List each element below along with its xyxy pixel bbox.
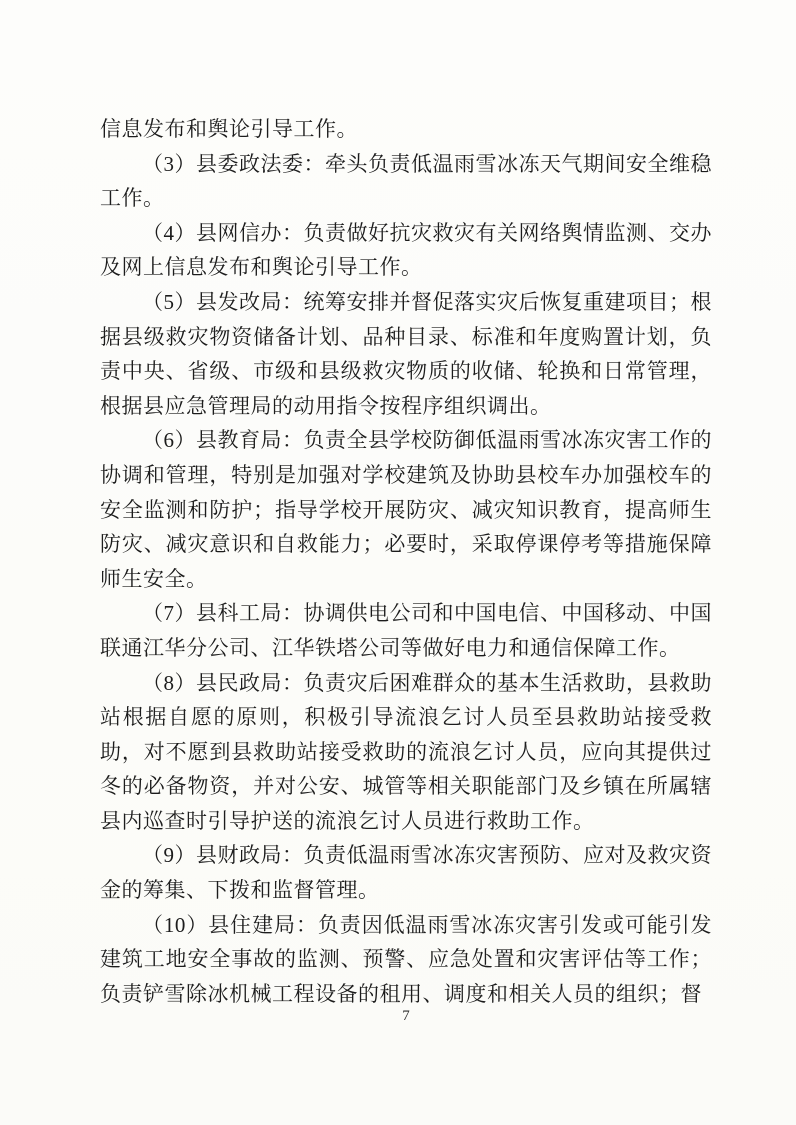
document-body	[100, 112, 712, 1011]
paragraph: （5）县发改局：统筹安排并督促落实灾后恢复重建项目；根据县级救灾物资储备计划、品种目录、标准和年度购置计划，负责中央、省级、市级和县级救灾物质的收储、轮换和日常管理，根据县应急管理局的动用指令按程序组织调出。	[100, 289, 712, 418]
paragraph: （10）县住建局：负责因低温雨雪冰冻灾害引发或可能引发建筑工地安全事故的监测、预警、应急处置和灾害评估等工作；负责铲雪除冰机械工程设备的租用、调度和相关人员的组织；督	[100, 912, 712, 1006]
paragraph: （4）县网信办：负责做好抗灾救灾有关网络舆情监测、交办及网上信息发布和舆论引导工作。	[100, 220, 712, 280]
paragraph: （3）县委政法委：牵头负责低温雨雪冰冻天气期间安全维稳工作。	[100, 151, 712, 211]
paragraph: 信息发布和舆论引导工作。	[100, 117, 358, 141]
paragraph: （8）县民政局：负责灾后困难群众的基本生活救助，县救助站根据自愿的原则，积极引导流浪乞讨人员至县救助站接受救助，对不愿到县救助站接受救助的流浪乞讨人员，应向其提供过冬的必备物资，并对公安、城管等相关职能部门及乡镇在所属辖县内巡查时引导护送的流浪乞讨人员进行救助工作。	[100, 670, 712, 833]
paragraph: （7）县科工局：协调供电公司和中国电信、中国移动、中国联通江华分公司、江华铁塔公司等做好电力和通信保障工作。	[100, 601, 712, 660]
page-number: 7	[402, 1008, 410, 1024]
paragraph: （6）县教育局：负责全县学校防御低温雨雪冰冻灾害工作的协调和管理，特别是加强对学校建筑及协助县校车办加强校车的安全监测和防护；指导学校开展防灾、减灾知识教育，提高师生防灾、减灾意识和自救能力；必要时，采取停课停考等措施保障师生安全。	[100, 428, 712, 591]
paragraph: （9）县财政局：负责低温雨雪冰冻灾害预防、应对及救灾资金的筹集、下拨和监督管理。	[100, 843, 712, 903]
